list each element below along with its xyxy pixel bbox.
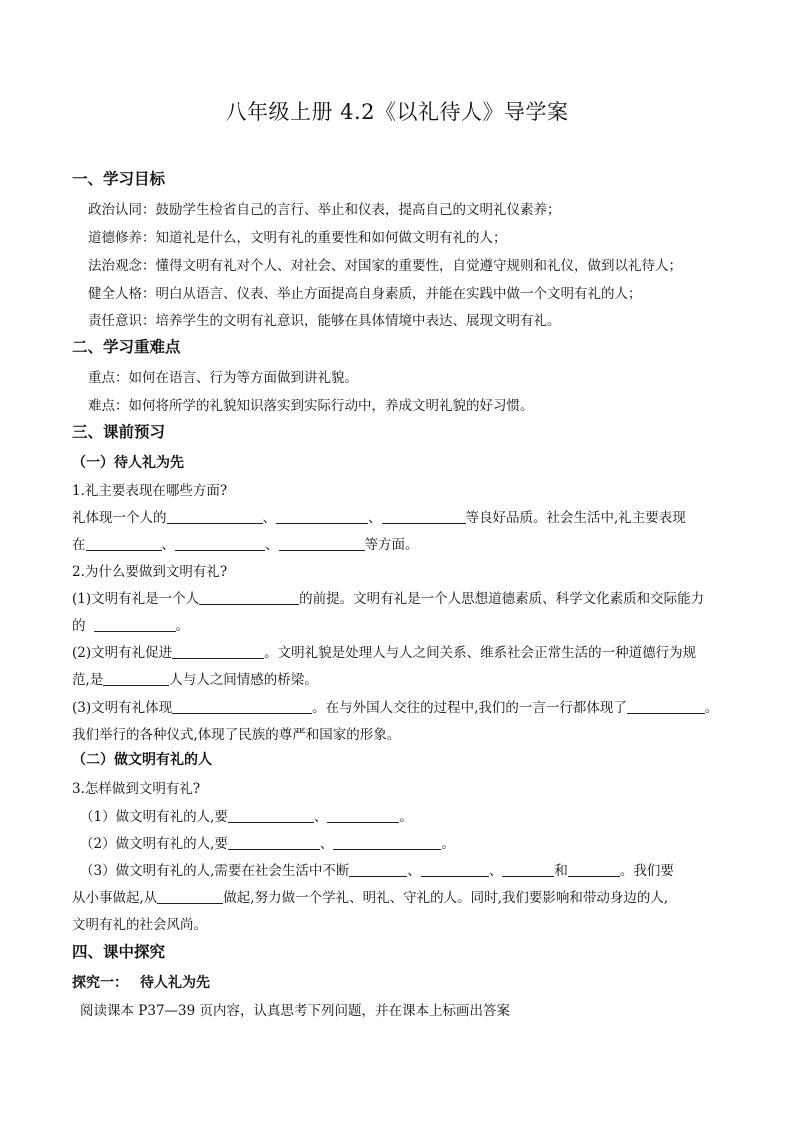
question-1-line-2: 在 、 、 等方面。 [72, 537, 419, 553]
objective-item: 道德修养：知道礼是什么，文明有礼的重要性和如何做文明有礼的人； [88, 230, 507, 246]
answer-blank[interactable] [157, 889, 223, 904]
answer-blank[interactable] [327, 808, 399, 823]
question-3-3: （3）做文明有礼的人,需要在社会生活中不断 、 、 和 。我们要 [80, 863, 674, 879]
answer-blank[interactable] [103, 671, 169, 686]
question-2-2: (2)文明有礼促进 。文明礼貌是处理人与人之间关系、维系社会正常生活的一种道德行为规 [72, 645, 697, 661]
answer-blank[interactable] [382, 509, 466, 524]
question-1: 1.礼主要表现在哪些方面? [72, 483, 228, 499]
question-2-3: (3)文明有礼体现 。在与外国人交往的过程中,我们的一言一行都体现了 。 [72, 700, 719, 716]
explore-heading [72, 972, 210, 992]
question-1-line-1: 礼体现一个人的 、 、 等良好品质。社会生活中,礼主要表现 [72, 510, 686, 526]
question-2-2-cont: 范,是 人与人之间情感的桥梁。 [72, 672, 318, 688]
answer-blank[interactable] [167, 509, 263, 524]
question-2-3-cont: 我们举行的各种仪式,体现了民族的尊严和国家的形象。 [72, 727, 401, 743]
answer-blank[interactable] [333, 835, 441, 850]
keypoint-item: 难点：如何将所学的礼貌知识落实到实际行动中，养成文明礼貌的好习惯。 [88, 398, 534, 414]
answer-blank[interactable] [228, 808, 314, 823]
explore-instruction: 阅读课本 P37—39 页内容，认真思考下列问题，并在课本上标画出答案 [80, 1003, 511, 1019]
question-2-1-cont: 的 。 [72, 618, 189, 634]
objective-item: 责任意识：培养学生的文明有礼意识，能够在具体情境中表达、展现文明有礼。 [88, 313, 561, 329]
answer-blank[interactable] [175, 536, 265, 551]
question-3: 3.怎样做到文明有礼? [72, 781, 201, 797]
explore-label: 探究一： [72, 975, 128, 991]
subsection-heading: （二）做文明有礼的人 [72, 752, 212, 768]
question-3-2: （2）做文明有礼的人,要 、 。 [80, 836, 455, 852]
answer-blank[interactable] [627, 699, 705, 714]
section-heading-objectives: 一、学习目标 [72, 170, 166, 188]
answer-blank[interactable] [228, 835, 320, 850]
question-3-1: （1）做文明有礼的人,要 、 。 [80, 809, 413, 825]
page-title: 八年级上册 4.2《以礼待人》导学案 [225, 100, 569, 124]
answer-blank[interactable] [172, 699, 312, 714]
section-heading-keypoints: 二、学习重难点 [72, 338, 181, 356]
answer-blank[interactable] [349, 862, 407, 877]
subsection-heading: （一）待人礼为先 [72, 455, 184, 471]
question-2: 2.为什么要做到文明有礼? [72, 564, 228, 580]
answer-blank[interactable] [199, 590, 299, 605]
question-3-3-cont: 从小事做起,从 做起,努力做一个学礼、明礼、守礼的人。同时,我们要影响和带动身边的人, [72, 890, 669, 906]
objective-item: 政治认同：鼓励学生检省自己的言行、举止和仪表，提高自己的文明礼仪素养； [88, 202, 561, 218]
section-heading-explore: 四、课中探究 [72, 943, 166, 961]
explore-title: 待人礼为先 [140, 975, 210, 991]
answer-blank[interactable] [568, 862, 620, 877]
question-2-1: (1)文明有礼是一个人 的前提。文明有礼是一个人思想道德素质、科学文化素质和交际能力 [72, 591, 705, 607]
objective-item: 法治观念：懂得文明有礼对个人、对社会、对国家的重要性，自觉遵守规则和礼仪，做到以礼待人； [88, 258, 682, 274]
keypoint-item: 重点：如何在语言、行为等方面做到讲礼貌。 [88, 370, 358, 386]
answer-blank[interactable] [94, 617, 176, 632]
answer-blank[interactable] [279, 536, 365, 551]
answer-blank[interactable] [172, 644, 264, 659]
answer-blank[interactable] [421, 862, 489, 877]
question-3-3-cont: 文明有礼的社会风尚。 [72, 917, 207, 933]
answer-blank[interactable] [502, 862, 554, 877]
objective-item: 健全人格：明白从语言、仪表、举止方面提高自身素质，并能在实践中做一个文明有礼的人； [88, 286, 642, 302]
answer-blank[interactable] [276, 509, 368, 524]
section-heading-preview: 三、课前预习 [72, 423, 166, 441]
answer-blank[interactable] [86, 536, 162, 551]
